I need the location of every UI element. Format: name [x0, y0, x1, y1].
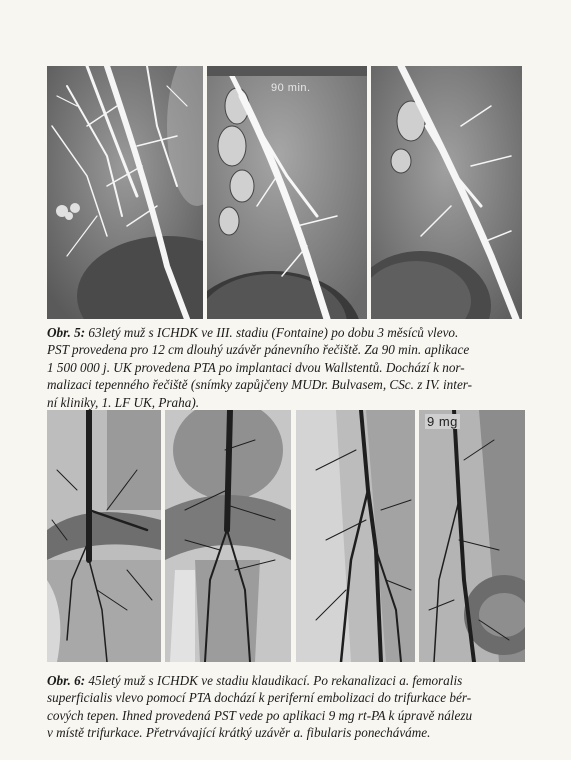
figure6-caption-line-1: Obr. 6: 45letý muž s ICHDK ve stadiu klaudikací. Po rekanalizaci a. femoralis: [47, 673, 463, 688]
figure5-caption-line-1: Obr. 5: 63letý muž s ICHDK ve III. stadiu (Fontaine) po dobu 3 měsíců vlevo.: [47, 325, 459, 340]
figure5-caption-line-4: malizaci tepenného řečiště (snímky zapůjčeny MUDr. Bulvasem, CSc. z IV. inter-: [47, 377, 473, 393]
figure6-panel-1: [47, 410, 161, 662]
figure6-panel-3: [296, 410, 415, 662]
figure6-caption-line-3: cových tepen. Ihned provedená PST vede po aplikaci 9 mg rt-PA k úpravě nálezu: [47, 707, 473, 723]
figure5-caption: [47, 324, 525, 411]
figure6-caption-line-2: superficialis vlevo pomocí PTA dochází k periferní embolizaci do trifurkace bér-: [47, 690, 472, 706]
figure5-caption-line-2: PST provedena pro 12 cm dlouhý uzávěr pánevního řečiště. Za 90 min. aplikace: [47, 342, 470, 358]
figure5-panel-3: [371, 66, 522, 319]
figure6-caption-lead: Obr. 6:: [47, 673, 86, 688]
figure6-caption: [47, 672, 525, 742]
figure5-caption-line-5: ní kliniky, 1. LF UK, Praha).: [47, 394, 200, 410]
figure5-panel-2: [207, 66, 367, 319]
figure6-panel-4-label: 9 mg: [427, 414, 458, 429]
figure5-caption-line-3: 1 500 000 j. UK provedena PTA po implantaci dvou Wallstentů. Dochází k nor-: [47, 359, 465, 375]
figure5-panel-2-label: 90 min.: [271, 82, 311, 94]
figure5-caption-lead: Obr. 5:: [47, 325, 86, 340]
figure6-caption-line-4: v místě trifurkace. Přetrvávající krátký uzávěr a. fibularis ponecháváme.: [47, 725, 431, 741]
figure6-panel-4: [419, 410, 525, 662]
figure6-panel-2: [165, 410, 291, 662]
figure5-panel-1: [47, 66, 203, 319]
